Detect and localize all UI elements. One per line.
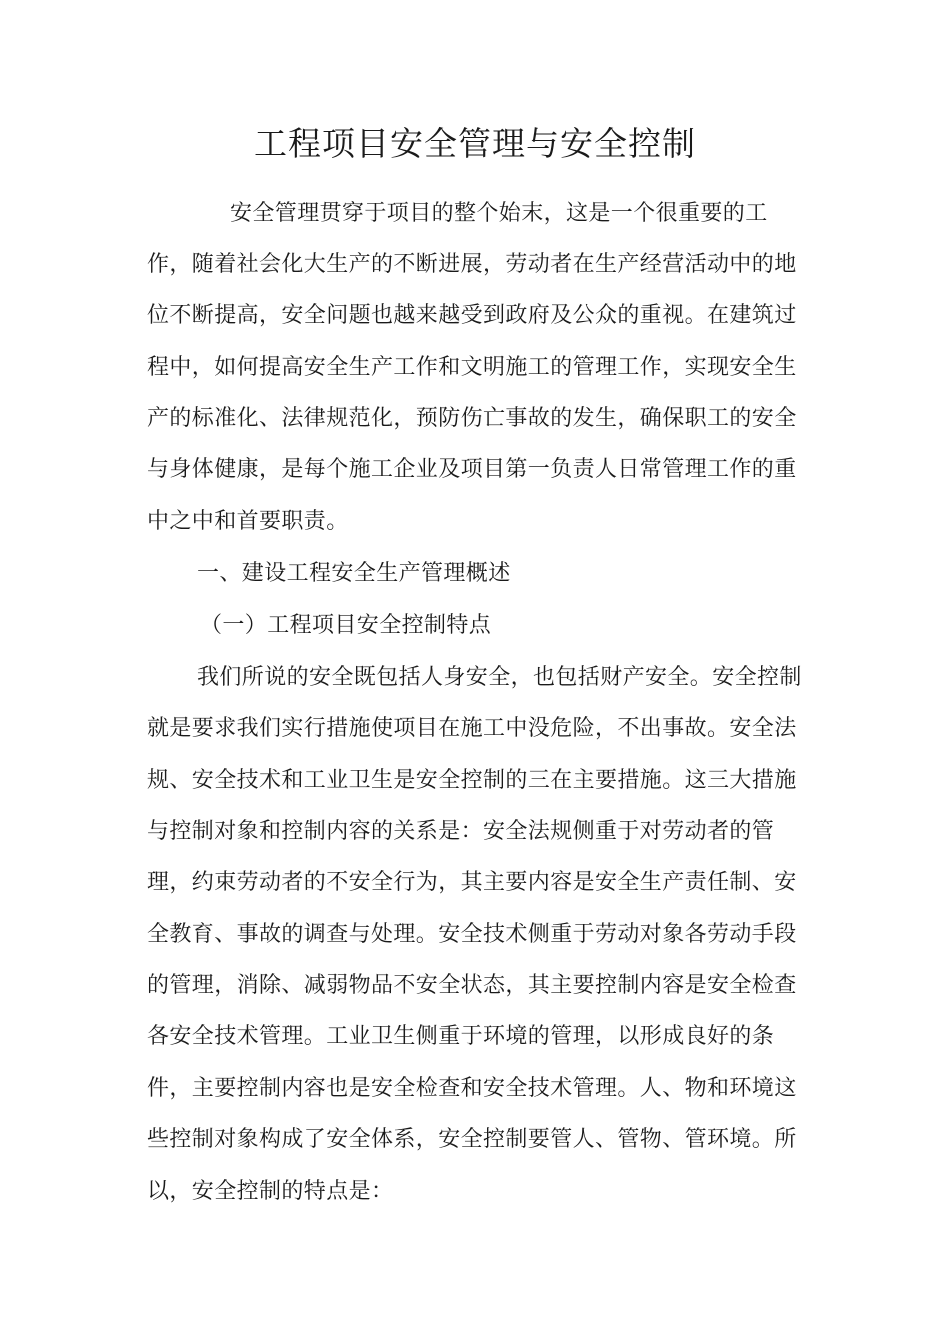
paragraph-line: 各安全技术管理。工业卫生侧重于环境的管理，以形成良好的条 (147, 1024, 775, 1049)
paragraph-line: 作，随着社会化大生产的不断进展，劳动者在生产经营活动中的地 (147, 252, 797, 277)
paragraph-line: 中之中和首要职责。 (147, 509, 349, 534)
paragraph-line: 位不断提高，安全问题也越来越受到政府及公众的重视。在建筑过 (147, 303, 797, 328)
paragraph-line: 全教育、事故的调查与处理。安全技术侧重于劳动对象各劳动手段 (147, 922, 797, 947)
paragraph-line: 与控制对象和控制内容的关系是：安全法规侧重于对劳动者的管 (147, 819, 775, 844)
paragraph-line: 以，安全控制的特点是： (147, 1179, 394, 1204)
section-heading: 一、建设工程安全生产管理概述 (197, 561, 511, 586)
paragraph-line: 产的标准化、法律规范化，预防伤亡事故的发生，确保职工的安全 (147, 406, 797, 431)
paragraph-line: 安全管理贯穿于项目的整个始末，这是一个很重要的工 (230, 201, 768, 226)
paragraph-line: 我们所说的安全既包括人身安全，也包括财产安全。安全控制 (197, 665, 802, 690)
paragraph-line: 些控制对象构成了安全体系，安全控制要管人、管物、管环境。所 (147, 1127, 797, 1152)
page-title: 工程项目安全管理与安全控制 (254, 124, 696, 163)
paragraph-line: 程中，如何提高安全生产工作和文明施工的管理工作，实现安全生 (147, 355, 797, 380)
paragraph-line: 理，约束劳动者的不安全行为，其主要内容是安全生产责任制、安 (147, 870, 797, 895)
paragraph-line: 与身体健康，是每个施工企业及项目第一负责人日常管理工作的重 (147, 457, 797, 482)
paragraph-line: 的管理，消除、减弱物品不安全状态，其主要控制内容是安全检查 (147, 973, 797, 998)
subsection-heading: （一）工程项目安全控制特点 (200, 613, 492, 638)
paragraph-line: 规、安全技术和工业卫生是安全控制的三在主要措施。这三大措施 (147, 768, 797, 793)
paragraph-line: 件，主要控制内容也是安全检查和安全技术管理。人、物和环境这 (147, 1076, 797, 1101)
paragraph-line: 就是要求我们实行措施使项目在施工中没危险，不出事故。安全法 (147, 716, 797, 741)
